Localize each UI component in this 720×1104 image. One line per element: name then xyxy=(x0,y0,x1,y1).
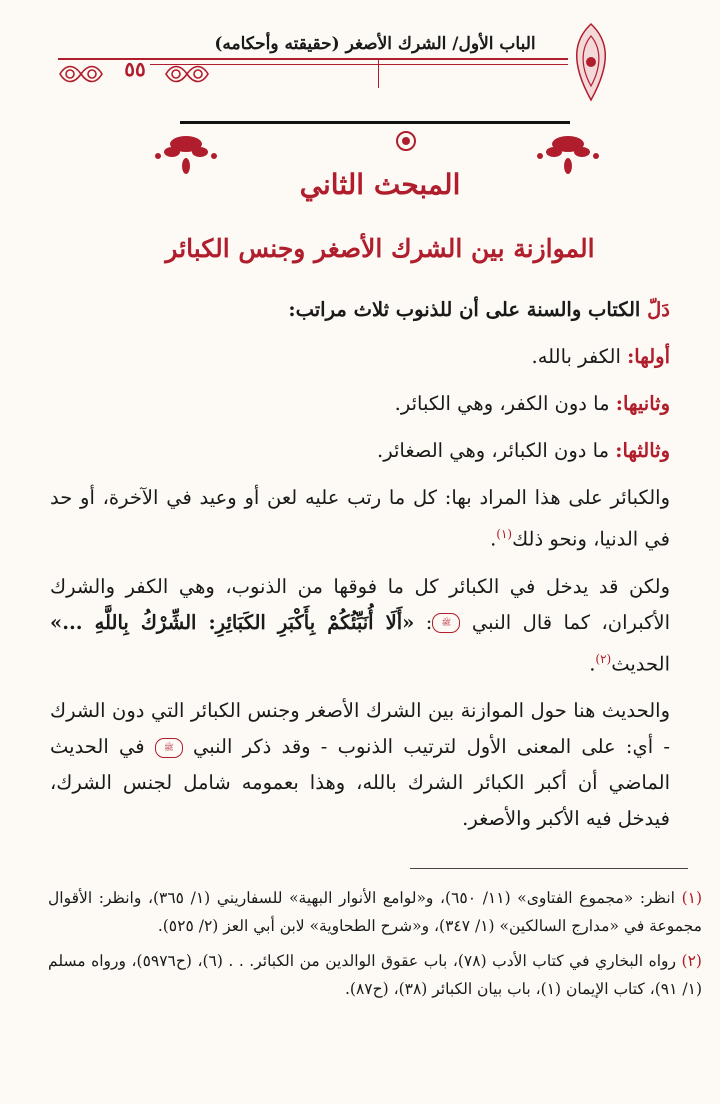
rank-item xyxy=(50,339,670,375)
header-rule-bottom xyxy=(150,64,568,65)
paragraph-kabair-definition xyxy=(50,480,670,558)
page-number: ٥٥ xyxy=(124,57,146,81)
footnote-separator xyxy=(410,868,688,869)
running-title: الباب الأول/ الشرك الأصغر (حقيقته وأحكامه) xyxy=(214,34,536,54)
paragraph-text: والحديث هنا حول الموازنة بين الشرك الأصغر وجنس الكبائر التي دون الشرك - أي: على المعنى الأول لترتيب الذنوب - وقد ذكر النبي xyxy=(50,699,670,758)
body-text xyxy=(50,292,670,848)
rank-label: أولها: xyxy=(627,345,670,368)
footnote-number: (٢) xyxy=(681,952,702,970)
pbuh-seal-icon: ﷺ xyxy=(155,738,183,758)
footnote-text: انظر: «مجموع الفتاوى» (١١/ ٦٥٠)، و«لوامع الأنوار البهية» للسفاريني (١/ ٣٦٥)، وانظر: الأقوال مجموعة في «مدارج السالكين» (١/ ٣٤٧)، و«شرح الطحاوية» لابن أبي العز (٢/ ٥٢٥). xyxy=(48,889,702,935)
rank-item xyxy=(50,433,670,469)
footnote-ref: (٢) xyxy=(595,651,612,666)
hadith-quote: «أَلَا أُنَبِّئُكُمْ بِأَكْبَرِ الكَبَائِرِ: الشِّرْكُ بِاللَّهِ ...» xyxy=(50,610,415,634)
rosette-icon xyxy=(395,130,417,152)
footnote-text: رواه البخاري في كتاب الأدب (٧٨)، باب عقوق الوالدين من الكبائر. . . (٦)، (ح٥٩٧٦)، ورواه مسلم (١/ ٩١)، كتاب الإيمان (١)، باب بيان الكبائر (٣٨)، (ح٨٧). xyxy=(48,952,702,998)
header-tick xyxy=(378,60,379,88)
rank-text: ما دون الكبائر، وهي الصغائر. xyxy=(377,439,616,462)
footnote-item xyxy=(48,947,702,1003)
paragraph-text: والكبائر على هذا المراد بها: كل ما رتب عليه لعن أو وعيد في الآخرة، أو حد في الدنيا، ونحو ذلك xyxy=(50,486,670,551)
rank-text: الكفر بالله. xyxy=(531,345,628,368)
intro-first-word: دَلّ xyxy=(647,298,670,321)
section-rule xyxy=(180,121,570,124)
footnote-item xyxy=(48,884,702,940)
paragraph-end: . xyxy=(589,652,596,675)
knot-ornament-icon xyxy=(56,62,106,86)
rank-label: وثانيها: xyxy=(615,392,670,415)
intro-paragraph xyxy=(50,292,670,328)
footnotes xyxy=(48,884,702,1010)
footnote-ref: (١) xyxy=(496,527,513,541)
knot-ornament-icon xyxy=(162,62,212,86)
section-subtitle: الموازنة بين الشرك الأصغر وجنس الكبائر xyxy=(165,234,595,263)
paragraph-hadith xyxy=(50,569,670,683)
paragraph-text: في الحديث الماضي أن أكبر الكبائر الشرك بالله، وهذا بعمومه شامل لجنس الشرك، فيدخل فيه الأكبر والأصغر. xyxy=(50,735,670,830)
leaf-ornament-icon xyxy=(568,22,614,102)
paragraph-comparison xyxy=(50,693,670,837)
paragraph-text: ولكن قد يدخل في الكبائر كل ما فوقها من الذنوب، وهي الكفر والشرك الأكبران، كما قال النبي xyxy=(50,574,670,634)
rank-text: ما دون الكفر، وهي الكبائر. xyxy=(394,392,616,415)
rank-label: وثالثها: xyxy=(615,439,670,462)
pbuh-seal-icon: ﷺ xyxy=(432,613,460,633)
footnote-number: (١) xyxy=(681,889,703,907)
intro-rest: الكتاب والسنة على أن للذنوب ثلاث مراتب: xyxy=(288,298,648,321)
paragraph-text: الحديث xyxy=(611,652,670,675)
rank-item xyxy=(50,386,670,422)
paragraph-text: : xyxy=(414,610,433,634)
paragraph-end: . xyxy=(490,527,497,551)
section-title: المبحث الثاني xyxy=(299,168,461,201)
